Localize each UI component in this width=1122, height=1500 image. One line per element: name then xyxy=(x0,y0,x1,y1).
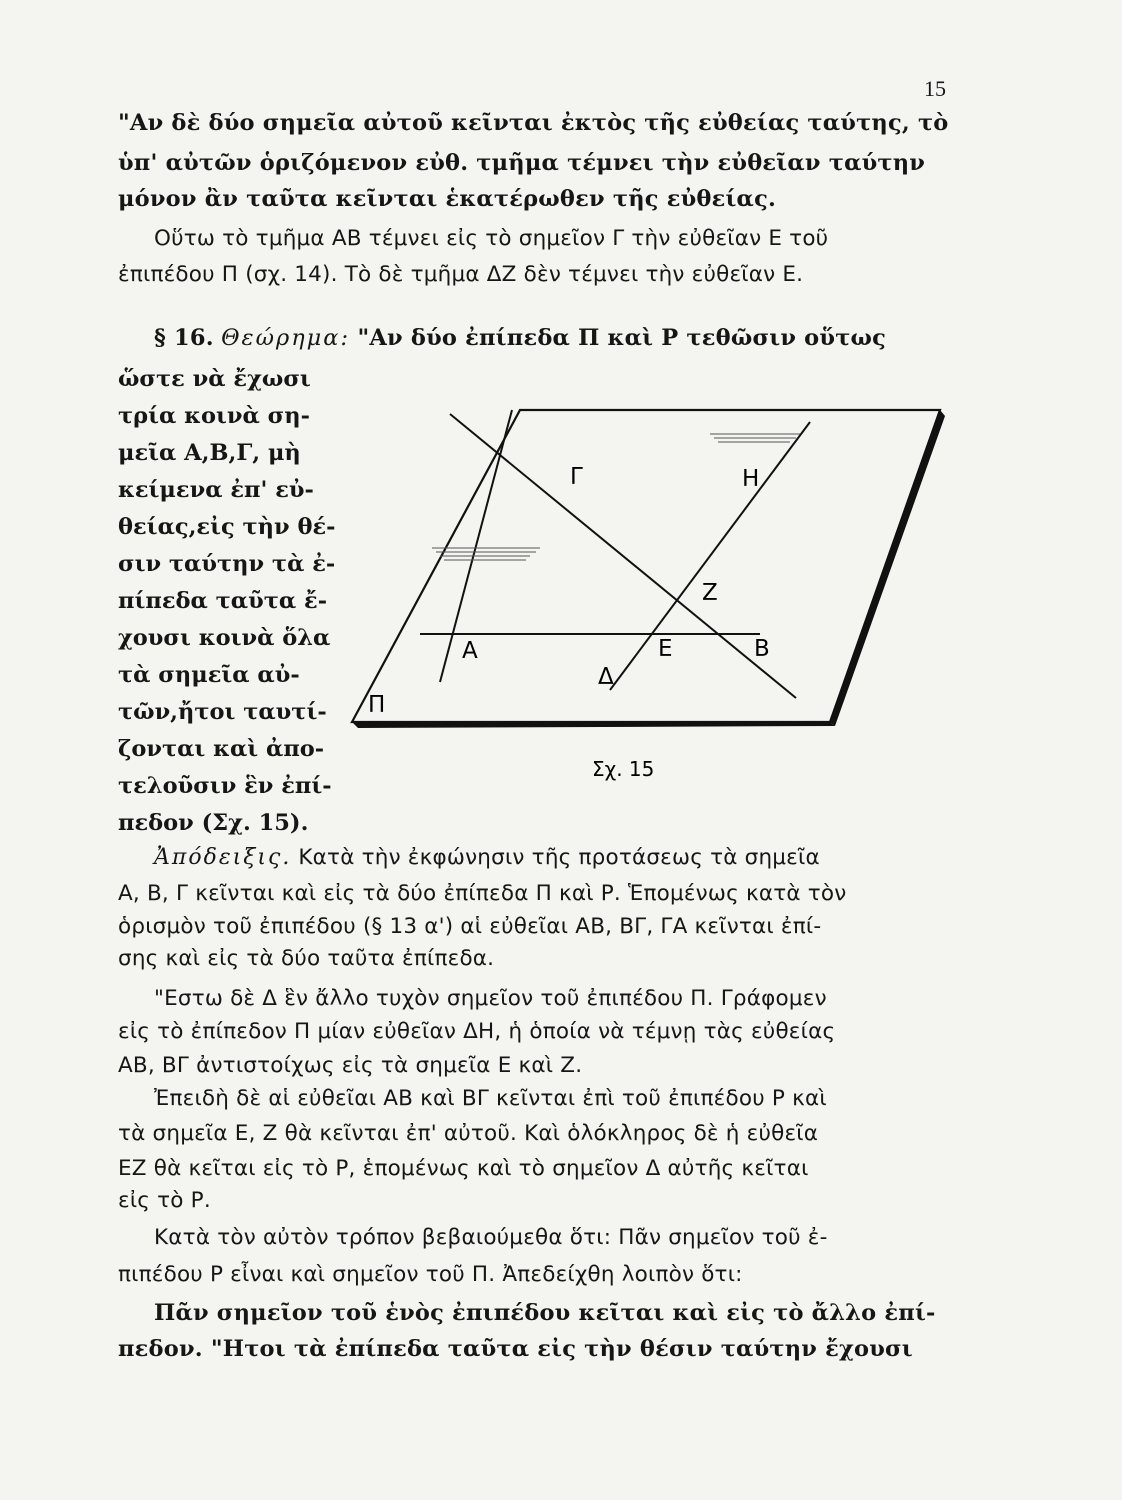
text-line: "Εστω δὲ Δ ἓν ἄλλο τυχὸν σημεῖον τοῦ ἐπιπέδου Π. Γράφομεν xyxy=(154,986,827,1011)
label-eta: Η xyxy=(742,466,760,492)
text-line: τὰ σημεῖα αὐ- xyxy=(118,662,300,688)
theorem-statement-start: "Αν δύο ἐπίπεδα Π καὶ Ρ τεθῶσιν οὕτως xyxy=(357,325,887,351)
text-line: σιν ταύτην τὰ ἐ- xyxy=(118,551,336,577)
text-line: κείμενα ἐπ' εὐ- xyxy=(118,477,314,503)
label-gamma: Γ xyxy=(570,464,583,490)
text-line: πεδον (Σχ. 15). xyxy=(118,810,309,836)
text-line: πίπεδα ταῦτα ἔ- xyxy=(118,588,328,614)
text-line: εἰς τὸ Ρ. xyxy=(118,1188,211,1213)
figure-caption: Σχ. 15 xyxy=(592,757,655,781)
text-line: Ἐπειδὴ δὲ αἱ εὐθεῖαι ΑΒ καὶ ΒΓ κεῖνται ἐπὶ τοῦ ἐπιπέδου Ρ καὶ xyxy=(154,1086,827,1111)
text-line: τὰ σημεῖα Ε, Ζ θὰ κεῖνται ἐπ' αὐτοῦ. Καὶ ὁλόκληρος δὲ ἡ εὐθεῖα xyxy=(118,1121,819,1146)
text-line: πεδον. "Ητοι τὰ ἐπίπεδα ταῦτα εἰς τὴν θέσιν ταύτην ἔχουσι xyxy=(118,1336,913,1362)
hatch-marks xyxy=(432,434,800,560)
line-dh xyxy=(610,422,810,690)
text-line: θείας,εἰς τὴν θέ- xyxy=(118,514,336,540)
label-delta: Δ xyxy=(598,664,614,690)
text-line: χουσι κοινὰ ὅλα xyxy=(118,625,331,651)
text-line: ὑπ' αὐτῶν ὁριζόμενον εὐθ. τμῆμα τέμνει τὴν εὐθεῖαν ταύτην xyxy=(118,150,926,176)
text-line: πιπέδου Ρ εἶναι καὶ σημεῖον τοῦ Π. Ἀπεδείχθη λοιπὸν ὅτι: xyxy=(118,1262,743,1287)
text-line: "Αν δὲ δύο σημεῖα αὐτοῦ κεῖνται ἐκτὸς τῆς εὐθείας ταύτης, τὸ xyxy=(118,110,949,136)
theorem-heading xyxy=(118,325,952,351)
label-pi: Π xyxy=(368,692,386,718)
theorem-column xyxy=(118,366,336,847)
text-line: τῶν,ἤτοι ταυτί- xyxy=(118,699,327,725)
text-line: εἰς τὸ ἐπίπεδον Π μίαν εὐθεῖαν ΔΗ, ἡ ὁποία νὰ τέμνῃ τὰς εὐθείας xyxy=(118,1019,836,1044)
text-line: ὁρισμὸν τοῦ ἐπιπέδου (§ 13 α') αἱ εὐθεῖαι ΑΒ, ΒΓ, ΓΑ κεῖνται ἐπί- xyxy=(118,914,822,939)
text-line: Πᾶν σημεῖον τοῦ ἑνὸς ἐπιπέδου κεῖται καὶ εἰς τὸ ἄλλο ἐπί- xyxy=(154,1300,936,1326)
text-line: σης καὶ εἰς τὰ δύο ταῦτα ἐπίπεδα. xyxy=(118,946,495,971)
label-alpha: Α xyxy=(462,638,478,664)
label-beta: Β xyxy=(754,636,770,662)
text-line: ὥστε νὰ ἔχωσι xyxy=(118,366,311,392)
label-zeta: Ζ xyxy=(702,580,718,606)
proof-label: Ἀπόδειξις. xyxy=(154,845,292,870)
proof-first-line xyxy=(118,845,952,870)
text-line: Α, Β, Γ κεῖνται καὶ εἰς τὰ δύο ἐπίπεδα Π καὶ Ρ. Ἑπομένως κατὰ τὸν xyxy=(118,881,847,906)
label-epsilon: Ε xyxy=(658,636,673,662)
text-line: τελοῦσιν ἓν ἐπί- xyxy=(118,773,332,799)
page-number: 15 xyxy=(924,76,946,101)
text-line: Οὕτω τὸ τμῆμα ΑΒ τέμνει εἰς τὸ σημεῖον Γ τὴν εὐθεῖαν Ε τοῦ xyxy=(154,226,829,251)
text-line: μεῖα Α,Β,Γ, μὴ xyxy=(118,440,301,466)
figure-15-planes-diagram xyxy=(340,392,960,792)
text-line: τρία κοινὰ ση- xyxy=(118,403,310,429)
text-line: Κατὰ τὸν αὐτὸν τρόπον βεβαιούμεθα ὅτι: Πᾶν σημεῖον τοῦ ἐ- xyxy=(154,1225,828,1250)
text-line: ΑΒ, ΒΓ ἀντιστοίχως εἰς τὰ σημεῖα Ε καὶ Ζ. xyxy=(118,1053,583,1078)
plane-edge-right xyxy=(830,410,945,726)
section-number: § 16. xyxy=(154,325,214,351)
text-line: ἐπιπέδου Π (σχ. 14). Τὸ δὲ τμῆμα ΔΖ δὲν τέμνει τὴν εὐθεῖαν Ε. xyxy=(118,262,804,287)
theorem-label: Θεώρημα: xyxy=(221,325,351,351)
text-line: Κατὰ τὴν ἐκφώνησιν τῆς προτάσεως τὰ σημεῖα xyxy=(298,845,820,870)
text-line: ζονται καὶ ἀπο- xyxy=(118,736,325,762)
text-line: ΕΖ θὰ κεῖται εἰς τὸ Ρ, ἑπομένως καὶ τὸ σημεῖον Δ αὐτῆς κεῖται xyxy=(118,1156,809,1181)
plane-edge-bottom xyxy=(352,722,835,728)
text-line: μόνον ἂν ταῦτα κεῖνται ἑκατέρωθεν τῆς εὐθείας. xyxy=(118,186,776,212)
